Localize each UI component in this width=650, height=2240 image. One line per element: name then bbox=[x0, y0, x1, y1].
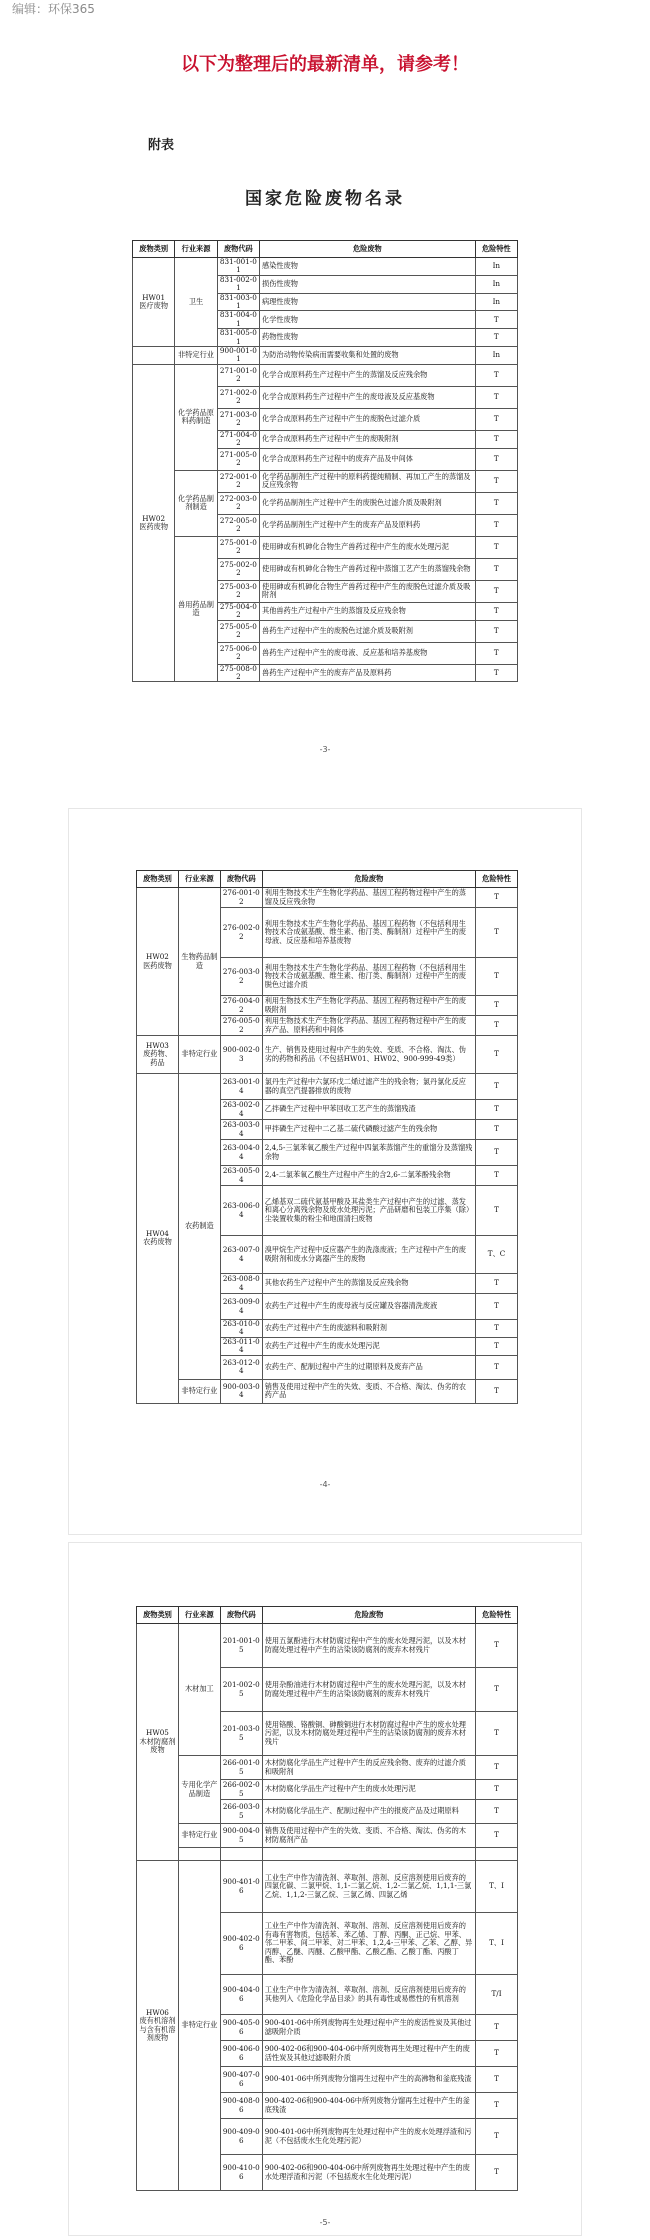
cell-c: 900-004-05 bbox=[220, 1824, 262, 1848]
cell-c: 263-011-04 bbox=[220, 1337, 262, 1355]
cell-h: T bbox=[475, 664, 517, 682]
table-row bbox=[137, 1624, 518, 1668]
cell-d: 农药生产、配制过程中产生的过期原料及废弃产品 bbox=[262, 1355, 475, 1379]
cell-h: T、I bbox=[476, 1913, 518, 1975]
cell-c: 275-002-02 bbox=[217, 558, 259, 580]
cell-c: 275-003-02 bbox=[217, 580, 259, 602]
cell-c: 831-003-01 bbox=[217, 293, 259, 311]
table-row bbox=[137, 1861, 518, 1913]
cell-h: T bbox=[475, 430, 517, 448]
column-header: 废物代码 bbox=[217, 241, 259, 258]
cell-h: T bbox=[475, 642, 517, 664]
cell-d: 900-402-06和900-404-06中所列废物分馏再生过程中产生的釜底残渣 bbox=[262, 2093, 475, 2119]
column-header: 废物类别 bbox=[137, 871, 179, 888]
cell-c: 201-003-05 bbox=[220, 1712, 262, 1756]
cell-h: T bbox=[476, 2041, 518, 2067]
cell-d: 利用生物技术生产生物化学药品、基因工程药物（不包括利用生物技术合成氨基酸、维生素、他汀类、酶制剂）过程中产生的废母液、反应基和培养基废物 bbox=[262, 908, 475, 958]
cell-c: 900-407-06 bbox=[220, 2067, 262, 2093]
cell-d: 农药生产过程中产生的废水处理污泥 bbox=[262, 1337, 475, 1355]
table-row bbox=[137, 1824, 518, 1848]
cell-h: T bbox=[476, 1355, 518, 1379]
column-header: 废物代码 bbox=[220, 1607, 262, 1624]
cell-h: T/I bbox=[476, 1975, 518, 2015]
cell-h bbox=[476, 1848, 518, 1861]
cell-c: 263-005-04 bbox=[220, 1166, 262, 1186]
table-row bbox=[133, 364, 518, 386]
cell-h: T bbox=[476, 1166, 518, 1186]
cell-c: 900-405-06 bbox=[220, 2015, 262, 2041]
cell-c: 276-002-02 bbox=[220, 908, 262, 958]
cell-h: T bbox=[475, 602, 517, 620]
cell-src: 化学药品原 料药制造 bbox=[175, 364, 217, 470]
cell-cat bbox=[133, 347, 175, 365]
cell-d: 900-401-06中所列废物分馏再生过程中产生的高沸物和釜底残渣 bbox=[262, 2067, 475, 2093]
cell-c: 900-408-06 bbox=[220, 2093, 262, 2119]
cell-cat: HW02 医药废物 bbox=[137, 888, 179, 1036]
cell-c: 900-410-06 bbox=[220, 2155, 262, 2191]
cell-c: 831-001-01 bbox=[217, 258, 259, 276]
cell-h: T bbox=[476, 1824, 518, 1848]
cell-c: 266-003-05 bbox=[220, 1800, 262, 1824]
cell-h: T bbox=[476, 1140, 518, 1166]
cell-c: 266-002-05 bbox=[220, 1780, 262, 1800]
cell-d: 化学合成原料药生产过程中的废弃产品及中间体 bbox=[260, 448, 476, 470]
cell-h: T bbox=[476, 1274, 518, 1294]
cell-c: 276-004-02 bbox=[220, 996, 262, 1016]
table-row bbox=[133, 347, 518, 365]
cell-d: 工业生产中作为清洗剂、萃取剂、溶剂、反应溶剂使用后废弃的四氯化碳、二氯甲烷、1,1-二氯乙烷、1,2-二氯乙烷、1,1,1-三氯乙烷、1,1,2-三氯乙烷、三氯乙烯、四氯乙烯 bbox=[262, 1861, 475, 1913]
cell-c: 201-002-05 bbox=[220, 1668, 262, 1712]
cell-d: 损伤性废物 bbox=[260, 275, 476, 293]
cell-h: T bbox=[476, 908, 518, 958]
cell-h: T bbox=[476, 1756, 518, 1780]
cell-src: 非特定行业 bbox=[175, 347, 217, 365]
cell-h: T bbox=[476, 996, 518, 1016]
cell-src: 非特定行业 bbox=[178, 1824, 220, 1848]
cell-c: 271-001-02 bbox=[217, 364, 259, 386]
cell-d: 兽药生产过程中产生的废母液、反应基和培养基废物 bbox=[260, 642, 476, 664]
cell-h: T bbox=[476, 1100, 518, 1120]
cell-h: T bbox=[476, 1320, 518, 1338]
cell-cat: HW06 废有机溶剂 与含有机溶 剂废物 bbox=[137, 1861, 179, 2191]
attachment-label: 附表 bbox=[148, 138, 175, 153]
cell-c: 263-008-04 bbox=[220, 1274, 262, 1294]
cell-c: 263-007-04 bbox=[220, 1236, 262, 1274]
cell-cat: HW03 废药物、 药品 bbox=[137, 1036, 179, 1074]
cell-c: 831-002-01 bbox=[217, 275, 259, 293]
cell-c: 272-005-02 bbox=[217, 514, 259, 536]
cell-d bbox=[262, 1848, 475, 1861]
cell-c: 276-005-02 bbox=[220, 1016, 262, 1036]
cell-c: 831-004-01 bbox=[217, 311, 259, 329]
cell-d: 900-402-06和900-404-06中所列废物再生处理过程中产生的废水处理浮渣和污泥（不包括废水生化处理污泥） bbox=[262, 2155, 475, 2191]
cell-d: 化学药品制剂生产过程中产生的废弃产品及原料药 bbox=[260, 514, 476, 536]
cell-h: T bbox=[475, 408, 517, 430]
cell-src: 生物药品制造 bbox=[178, 888, 220, 1036]
cell-h: T bbox=[476, 1712, 518, 1756]
cell-src: 农药制造 bbox=[178, 1074, 220, 1380]
cell-c: 900-404-06 bbox=[220, 1975, 262, 2015]
cell-src bbox=[178, 1848, 220, 1861]
cell-d: 利用生物技术生产生物化学药品、基因工程药物（不包括利用生物技术合成氨基酸、维生素、他汀类、酶制剂）过程中产生的废脱色过滤介质 bbox=[262, 958, 475, 996]
column-header: 危险特性 bbox=[476, 871, 518, 888]
cell-c: 900-003-04 bbox=[220, 1379, 262, 1403]
column-header: 废物类别 bbox=[137, 1607, 179, 1624]
cell-h: T bbox=[476, 1120, 518, 1140]
cell-h: T bbox=[476, 1294, 518, 1320]
cell-cat: HW04 农药废物 bbox=[137, 1074, 179, 1404]
cell-c: 272-003-02 bbox=[217, 492, 259, 514]
cell-d: 农药生产过程中产生的废滤料和吸附剂 bbox=[262, 1320, 475, 1338]
cell-d: 使用砷或有机砷化合物生产兽药过程中产生的废水处理污泥 bbox=[260, 536, 476, 558]
cell-h: T bbox=[476, 1780, 518, 1800]
cell-d: 兽药生产过程中产生的废脱色过滤介质及吸附剂 bbox=[260, 620, 476, 642]
cell-c: 900-409-06 bbox=[220, 2119, 262, 2155]
cell-d: 使用砷或有机砷化合物生产兽药过程中蒸馏工艺产生的蒸馏残余物 bbox=[260, 558, 476, 580]
cell-c: 263-003-04 bbox=[220, 1120, 262, 1140]
cell-d: 利用生物技术生产生物化学药品、基因工程药物过程中产生的废吸附剂 bbox=[262, 996, 475, 1016]
column-header: 危险特性 bbox=[476, 1607, 518, 1624]
cell-h: T bbox=[476, 1016, 518, 1036]
cell-src: 非特定行业 bbox=[178, 1861, 220, 2191]
cell-h: In bbox=[475, 258, 517, 276]
waste-table bbox=[136, 1606, 518, 2191]
cell-src: 卫生 bbox=[175, 258, 217, 347]
cell-h: T bbox=[476, 2067, 518, 2093]
column-header: 行业来源 bbox=[175, 241, 217, 258]
document-title: 国家危险废物名录 bbox=[245, 189, 405, 209]
cell-d: 销售及使用过程中产生的失效、变质、不合格、淘汰、伪劣的农药产品 bbox=[262, 1379, 475, 1403]
cell-d: 氯丹生产过程中六氯环戊二烯过滤产生的残余物；氯丹氯化反应器的真空汽提器排放的废物 bbox=[262, 1074, 475, 1100]
cell-c: 900-001-01 bbox=[217, 347, 259, 365]
cell-d: 其他农药生产过程中产生的蒸馏及反应残余物 bbox=[262, 1274, 475, 1294]
cell-c: 276-003-02 bbox=[220, 958, 262, 996]
cell-h: T bbox=[476, 1036, 518, 1074]
cell-cat: HW01 医疗废物 bbox=[133, 258, 175, 347]
cell-d: 化学合成原料药生产过程中产生的废脱色过滤介质 bbox=[260, 408, 476, 430]
cell-h: T bbox=[476, 1337, 518, 1355]
cell-d: 乙烯基双二硫代氨基甲酸及其盐类生产过程中产生的过滤、蒸发和离心分离残余物及废水处理污泥；产品研磨和包装工序集（除）尘装置收集的粉尘和地面清扫废物 bbox=[262, 1186, 475, 1236]
cell-c: 271-003-02 bbox=[217, 408, 259, 430]
cell-h: T bbox=[476, 1379, 518, 1403]
waste-table bbox=[136, 870, 518, 1404]
cell-d: 木材防腐化学品生产、配制过程中产生的报废产品及过期原料 bbox=[262, 1800, 475, 1824]
cell-d: 乙拌磷生产过程中甲苯回收工艺产生的蒸馏残渣 bbox=[262, 1100, 475, 1120]
cell-d: 药物性废物 bbox=[260, 329, 476, 347]
cell-d: 使用五氯酚进行木材防腐过程中产生的废水处理污泥，以及木材防腐处理过程中产生的沾染该防腐剂的废弃木材残片 bbox=[262, 1624, 475, 1668]
headline-notice: 以下为整理后的最新清单，请参考！ bbox=[181, 54, 469, 75]
cell-d: 900-401-06中所列废物再生处理过程中产生的废活性炭及其他过滤吸附介质 bbox=[262, 2015, 475, 2041]
cell-c: 263-006-04 bbox=[220, 1186, 262, 1236]
cell-c: 271-002-02 bbox=[217, 386, 259, 408]
cell-d: 2,4,5-三氯苯氧乙酸生产过程中四氯苯蒸馏产生的重馏分及蒸馏残余物 bbox=[262, 1140, 475, 1166]
table-row bbox=[137, 1756, 518, 1780]
page-number: -4- bbox=[319, 1480, 331, 1489]
cell-d: 木材防腐化学品生产过程中产生的废水处理污泥 bbox=[262, 1780, 475, 1800]
cell-c: 271-004-02 bbox=[217, 430, 259, 448]
cell-h: T bbox=[475, 364, 517, 386]
cell-c: 266-001-05 bbox=[220, 1756, 262, 1780]
cell-c: 900-402-06 bbox=[220, 1913, 262, 1975]
cell-h: T bbox=[476, 958, 518, 996]
cell-c: 275-004-02 bbox=[217, 602, 259, 620]
cell-c: 201-001-05 bbox=[220, 1624, 262, 1668]
cell-h: T bbox=[476, 1668, 518, 1712]
cell-h: T bbox=[476, 2119, 518, 2155]
column-header: 危险废物 bbox=[262, 1607, 475, 1624]
cell-h: T bbox=[475, 492, 517, 514]
cell-c: 275-006-02 bbox=[217, 642, 259, 664]
cell-d: 销售及使用过程中产生的失效、变质、不合格、淘汰、伪劣的木材防腐剂产品 bbox=[262, 1824, 475, 1848]
cell-h: In bbox=[475, 293, 517, 311]
cell-src: 化学药品制 剂制造 bbox=[175, 470, 217, 536]
cell-h: T bbox=[475, 329, 517, 347]
cell-c: 831-005-01 bbox=[217, 329, 259, 347]
cell-h: T bbox=[476, 1624, 518, 1668]
table-row bbox=[137, 1848, 518, 1861]
cell-d: 溴甲烷生产过程中反应器产生的洗涤废液；生产过程中产生的废吸附剂和废水分离器产生的废物 bbox=[262, 1236, 475, 1274]
cell-d: 工业生产中作为清洗剂、萃取剂、溶剂、反应溶剂使用后废弃的其他列入《危险化学品目录》的具有毒性或易燃性的有机溶剂 bbox=[262, 1975, 475, 2015]
cell-h: T bbox=[475, 311, 517, 329]
cell-d: 兽药生产过程中产生的废弃产品及原料药 bbox=[260, 664, 476, 682]
table-row bbox=[133, 536, 518, 558]
cell-src: 专用化学产 品制造 bbox=[178, 1756, 220, 1824]
cell-d: 900-402-06和900-404-06中所列废物再生处理过程中产生的废活性炭及其他过滤吸附介质 bbox=[262, 2041, 475, 2067]
cell-d: 900-401-06中所列废物再生处理过程中产生的废水处理浮渣和污泥（不包括废水生化处理污泥） bbox=[262, 2119, 475, 2155]
column-header: 行业来源 bbox=[178, 871, 220, 888]
column-header: 行业来源 bbox=[178, 1607, 220, 1624]
cell-h: T bbox=[475, 620, 517, 642]
cell-d: 化学药品制剂生产过程中产生的废脱色过滤介质及吸附剂 bbox=[260, 492, 476, 514]
cell-d: 感染性废物 bbox=[260, 258, 476, 276]
cell-d: 2,4-二氯苯氧乙酸生产过程中产生的含2,6-二氯苯酚残余物 bbox=[262, 1166, 475, 1186]
cell-d: 病理性废物 bbox=[260, 293, 476, 311]
cell-h: T bbox=[476, 1186, 518, 1236]
cell-c: 272-001-02 bbox=[217, 470, 259, 492]
table-row bbox=[137, 888, 518, 908]
cell-h: T、C bbox=[476, 1236, 518, 1274]
cell-h: T bbox=[476, 1074, 518, 1100]
cell-d: 化学药品制剂生产过程中的原料药提纯精制、再加工产生的蒸馏及反应残余物 bbox=[260, 470, 476, 492]
waste-table bbox=[132, 240, 518, 682]
cell-d: 使用砷或有机砷化合物生产兽药过程中产生的废脱色过滤介质及吸附剂 bbox=[260, 580, 476, 602]
cell-c: 263-001-04 bbox=[220, 1074, 262, 1100]
cell-h: T bbox=[475, 558, 517, 580]
cell-d: 利用生物技术生产生物化学药品、基因工程药物过程中产生的废弃产品、原料药和中间体 bbox=[262, 1016, 475, 1036]
cell-d: 木材防腐化学品生产过程中产生的反应残余物、废弃的过滤介质和吸附剂 bbox=[262, 1756, 475, 1780]
cell-c: 275-008-02 bbox=[217, 664, 259, 682]
cell-d: 其他兽药生产过程中产生的蒸馏及反应残余物 bbox=[260, 602, 476, 620]
cell-c: 263-009-04 bbox=[220, 1294, 262, 1320]
cell-c: 263-002-04 bbox=[220, 1100, 262, 1120]
cell-d: 使用铬酸、铬酸铜、砷酸铜进行木材防腐过程中产生的废水处理污泥，以及木材防腐处理过程中产生的沾染该防腐剂的废弃木材残片 bbox=[262, 1712, 475, 1756]
cell-c: 276-001-02 bbox=[220, 888, 262, 908]
page-number: -3- bbox=[319, 745, 331, 754]
cell-c: 271-005-02 bbox=[217, 448, 259, 470]
cell-d: 利用生物技术生产生物化学药品、基因工程药物过程中产生的蒸馏及反应残余物 bbox=[262, 888, 475, 908]
cell-h: T bbox=[475, 448, 517, 470]
cell-h: T bbox=[476, 1800, 518, 1824]
cell-d: 化学性废物 bbox=[260, 311, 476, 329]
cell-d: 化学合成原料药生产过程中产生的废母液及反应基废物 bbox=[260, 386, 476, 408]
cell-h: T bbox=[475, 386, 517, 408]
table-row bbox=[133, 258, 518, 276]
cell-src: 木材加工 bbox=[178, 1624, 220, 1756]
cell-h: T bbox=[476, 2015, 518, 2041]
cell-h: T、I bbox=[476, 1861, 518, 1913]
cell-d: 工业生产中作为清洗剂、萃取剂、溶剂、反应溶剂使用后废弃的有毒有害物质，包括苯、苯乙烯、丁醇、丙酮、正己烷、甲苯、邻二甲苯、间二甲苯、对二甲苯、1,2,4-三甲苯、乙苯、乙醇、异丙醇、乙醚、丙醚、乙酸甲酯、乙酸乙酯、乙酸丁酯、丙酸丁酯、苯酚 bbox=[262, 1913, 475, 1975]
column-header: 废物类别 bbox=[133, 241, 175, 258]
cell-src: 非特定行业 bbox=[178, 1379, 220, 1403]
cell-h: T bbox=[476, 888, 518, 908]
column-header: 废物代码 bbox=[220, 871, 262, 888]
cell-src: 非特定行业 bbox=[178, 1036, 220, 1074]
cell-h: In bbox=[475, 347, 517, 365]
cell-h: T bbox=[475, 536, 517, 558]
table-row bbox=[137, 1036, 518, 1074]
editor-credit: 编辑：环保365 bbox=[12, 2, 95, 16]
cell-h: T bbox=[476, 2155, 518, 2191]
cell-c: 275-001-02 bbox=[217, 536, 259, 558]
cell-d: 农药生产过程中产生的废母液与反应罐及容器清洗废液 bbox=[262, 1294, 475, 1320]
cell-d: 化学合成原料药生产过程中产生的蒸馏及反应残余物 bbox=[260, 364, 476, 386]
cell-c: 263-012-04 bbox=[220, 1355, 262, 1379]
cell-c: 900-401-06 bbox=[220, 1861, 262, 1913]
cell-c: 900-002-03 bbox=[220, 1036, 262, 1074]
cell-h: T bbox=[475, 580, 517, 602]
cell-d: 使用杂酚油进行木材防腐过程中产生的废水处理污泥，以及木材防腐处理过程中产生的沾染该防腐剂的废弃木材残片 bbox=[262, 1668, 475, 1712]
cell-d: 为防治动物传染病而需要收集和处置的废物 bbox=[260, 347, 476, 365]
table-row bbox=[137, 1074, 518, 1100]
cell-c: 263-004-04 bbox=[220, 1140, 262, 1166]
table-row bbox=[137, 1379, 518, 1403]
cell-h: T bbox=[476, 2093, 518, 2119]
cell-d: 生产、销售及使用过程中产生的失效、变质、不合格、淘汰、伪劣的药物和药品（不包括HW01、HW02、900-999-49类） bbox=[262, 1036, 475, 1074]
column-header: 危险废物 bbox=[262, 871, 475, 888]
cell-src: 兽用药品制造 bbox=[175, 536, 217, 682]
cell-cat: HW02 医药废物 bbox=[133, 364, 175, 681]
cell-c bbox=[220, 1848, 262, 1861]
cell-c: 900-406-06 bbox=[220, 2041, 262, 2067]
column-header: 危险废物 bbox=[260, 241, 476, 258]
cell-d: 化学合成原料药生产过程中产生的废吸附剂 bbox=[260, 430, 476, 448]
cell-d: 甲拌磷生产过程中二乙基二硫代磷酸过滤产生的残余物 bbox=[262, 1120, 475, 1140]
cell-h: T bbox=[475, 514, 517, 536]
cell-c: 275-005-02 bbox=[217, 620, 259, 642]
cell-cat: HW05 木材防腐剂 废物 bbox=[137, 1624, 179, 1861]
cell-c: 263-010-04 bbox=[220, 1320, 262, 1338]
cell-h: In bbox=[475, 275, 517, 293]
column-header: 危险特性 bbox=[475, 241, 517, 258]
page-number: -5- bbox=[319, 2218, 331, 2227]
cell-h: T bbox=[475, 470, 517, 492]
table-row bbox=[133, 470, 518, 492]
